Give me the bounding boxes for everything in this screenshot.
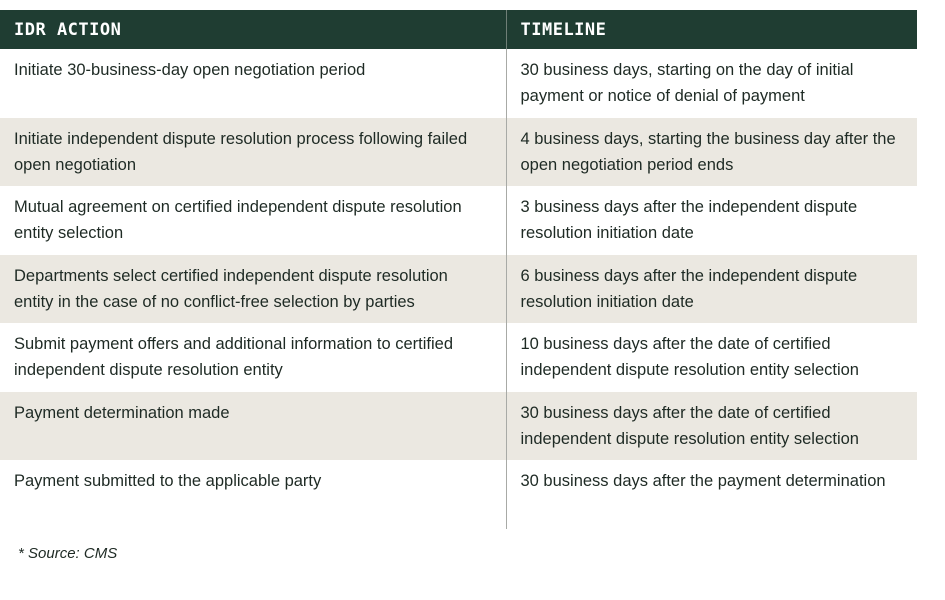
action-cell: Payment determination made [0,392,506,461]
table-header-row [0,10,917,49]
action-cell: Departments select certified independent dispute resolution entity in the case of no conflict-free selection by parties [0,255,506,324]
action-cell: Initiate 30-business-day open negotiation period [0,49,506,118]
table-row [0,323,917,392]
timeline-cell: 4 business days, starting the business day after the open negotiation period ends [506,118,917,187]
source-footnote: * Source: CMS [18,545,118,562]
table-row [0,49,917,118]
timeline-cell: 6 business days after the independent dispute resolution initiation date [506,255,917,324]
timeline-cell: 30 business days after the payment determination [506,460,917,529]
table-row [0,118,917,187]
timeline-cell: 3 business days after the independent dispute resolution initiation date [506,186,917,255]
action-cell: Initiate independent dispute resolution process following failed open negotiation [0,118,506,187]
column-header-timeline: TIMELINE [506,10,917,49]
idr-timeline-table [0,10,917,529]
action-cell: Mutual agreement on certified independent dispute resolution entity selection [0,186,506,255]
table-row [0,255,917,324]
table-body [0,49,917,529]
table-row [0,392,917,461]
table-header [0,10,917,49]
table-row [0,460,917,529]
timeline-cell: 10 business days after the date of certified independent dispute resolution entity selection [506,323,917,392]
timeline-cell: 30 business days after the date of certified independent dispute resolution entity selection [506,392,917,461]
table-row [0,186,917,255]
timeline-cell: 30 business days, starting on the day of initial payment or notice of denial of payment [506,49,917,118]
column-header-idr-action: IDR ACTION [0,10,506,49]
action-cell: Submit payment offers and additional information to certified independent dispute resolution entity [0,323,506,392]
action-cell: Payment submitted to the applicable party [0,460,506,529]
